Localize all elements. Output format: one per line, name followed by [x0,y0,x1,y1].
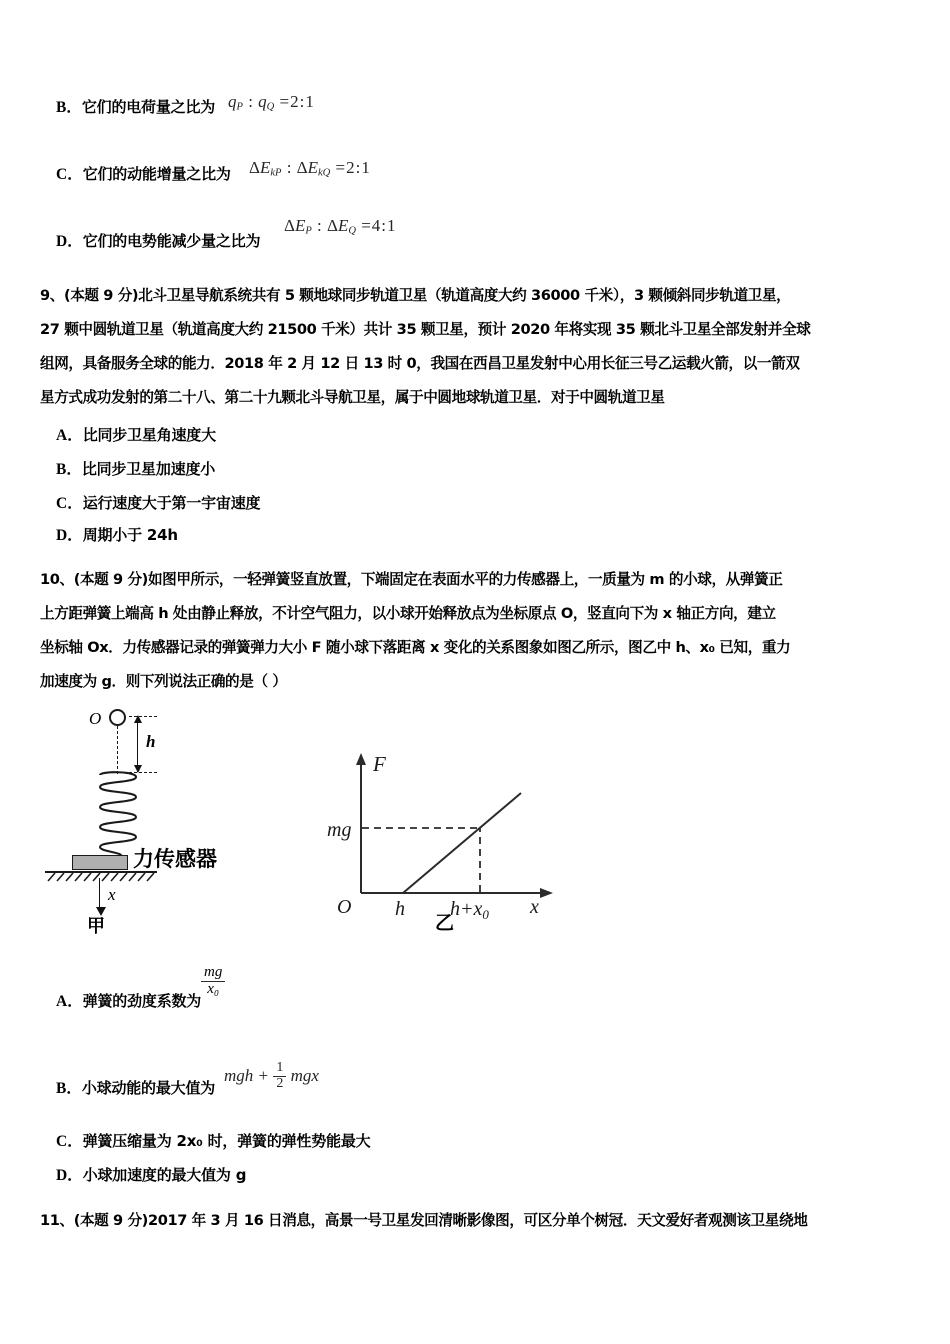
question9-number: 9、 [40,287,64,304]
question9-option-c-text: 运行速度大于第一宇宙速度 [82,494,261,512]
question9-option-d [56,528,178,544]
fx-chart-y-axis-label: F [373,752,386,776]
question9-option-b-label: B． [56,461,82,478]
x-axis-arrow-icon [99,878,100,908]
fx-chart-x-tick-h-plus-x0: $h+x_0$ [450,898,489,922]
fx-chart-svg [325,745,565,922]
question10-line-2: 上方距弹簧上端高 h 处由静止释放，不计空气阻力，以小球开始释放点为坐标原点 O，竖直向下为 x 轴正方向，建立 [40,605,776,622]
ball-icon [109,709,126,726]
force-sensor-label: 力传感器 [133,847,217,871]
question10-option-b-math: mgh + $\frac{1}{2}$ mgx [224,1060,319,1091]
question9-line-3: 组网，具备服务全球的能力．2018 年 2 月 12 日 13 时 0，我国在西昌卫星发射中心用长征三号乙运载火箭，以一箭双 [40,355,800,372]
option-a-fraction-numerator: mg [204,964,223,980]
figure-force-distance-graph [325,745,585,950]
question10-line-1: 10、(本题 9 分)如图甲所示，一轻弹簧竖直放置，下端固定在表面水平的力传感器上，一质量为 m 的小球，从弹簧正 [40,571,783,588]
option-prev-d-label: D． [56,233,83,250]
drop-path-dashed-line [117,726,118,774]
option-prev-c [56,167,231,183]
question10-option-a-math [201,966,225,999]
figure-height-label: h [146,732,156,751]
figure-yi-caption: 乙 [435,912,455,934]
question10-option-a [56,994,201,1010]
question9-score: (本题 9 分) [63,287,139,304]
question10-line-3: 坐标轴 Ox．力传感器记录的弹簧弹力大小 F 随小球下落距离 x 变化的关系图象如图乙所示，图乙中 h、x₀ 已知，重力 [40,639,791,656]
option-prev-d [56,234,260,250]
option-a-fraction-denominator: x₀ [201,981,225,998]
question10-number: 10、 [40,571,74,588]
option-prev-d-text: 它们的电势能减少量之比为 [82,232,261,250]
figure-spring-force-sensor [45,700,275,950]
question10-option-d-label: D． [56,1167,83,1184]
figure-origin-label: O [89,709,102,728]
fx-chart-x-axis-label: x [530,896,539,918]
option-prev-d-math: $\Delta E_P$ : $\Delta E_Q$ =4:1 [284,216,396,237]
question10-option-c-text: 弹簧压缩量为 2x₀ 时，弹簧的弹性势能最大 [82,1132,371,1150]
question10-option-c-label: C． [56,1133,83,1150]
question9-option-d-label: D． [56,527,83,544]
question10-option-a-label: A． [56,993,83,1010]
option-prev-b-math: $q_P$ : $q_Q$ =2:1 [228,92,314,113]
question9-option-c-label: C． [56,495,83,512]
question9-line-4: 星方式成功发射的第二十八、第二十九颗北斗导航卫星，属于中圆地球轨道卫星．对于中圆轨道卫星 [40,389,665,406]
question11-score: (本题 9 分) [73,1212,148,1229]
question9-option-b-text: 比同步卫星加速度小 [81,460,216,478]
question9-option-a [56,428,216,444]
question9-option-a-label: A． [56,427,83,444]
question10-score: (本题 9 分) [73,571,148,588]
height-double-arrow-icon [137,716,138,772]
question9-option-a-text: 比同步卫星角速度大 [82,426,216,444]
figure-x-axis-label: x [108,885,116,904]
option-prev-b-text: 它们的电荷量之比为 [81,98,216,116]
fx-chart-x-tick-h: h [395,898,405,920]
question10-option-b-label: B． [56,1080,82,1097]
option-prev-c-text: 它们的动能增量之比为 [82,165,231,183]
question10-option-b-text: 小球动能的最大值为 [81,1079,216,1097]
question10-line-4: 加速度为 g．则下列说法正确的是（ ） [40,673,287,690]
force-sensor-block [72,855,128,870]
option-prev-b-label: B． [56,99,82,116]
question9-line-2: 27 颗中圆轨道卫星（轨道高度大约 21500 千米）共计 35 颗卫星，预计 2020 年将实现 35 颗北斗卫星全部发射并全球 [40,321,811,338]
question9-option-d-text: 周期小于 24h [82,526,178,544]
option-prev-b [56,100,215,116]
option-prev-c-math: $\Delta E_{kP}$ : $\Delta E_{kQ}$ =2:1 [249,158,370,179]
question10-option-d [56,1168,246,1184]
fx-chart-origin-label: O [337,896,352,918]
question11-number: 11、 [40,1212,74,1229]
question9-option-c [56,496,260,512]
question9-option-b [56,462,215,478]
question10-option-c [56,1134,370,1150]
figure-jia-caption: 甲 [87,916,105,937]
question11-line-1: 11、(本题 9 分)2017 年 3 月 16 日消息，高景一号卫星发回清晰影像图，可区分单个树冠．天文爱好者观测该卫星绕地 [40,1212,808,1229]
question10-option-b [56,1081,215,1097]
fx-chart-y-tick-mg: mg [327,819,352,841]
question10-option-d-text: 小球加速度的最大值为 g [82,1166,247,1184]
option-prev-c-label: C． [56,166,83,183]
question9-line-1: 9、(本题 9 分)北斗卫星导航系统共有 5 颗地球同步轨道卫星（轨道高度大约 36000 千米），3 颗倾斜同步轨道卫星， [40,287,791,304]
question10-option-a-text: 弹簧的劲度系数为 [82,992,202,1010]
